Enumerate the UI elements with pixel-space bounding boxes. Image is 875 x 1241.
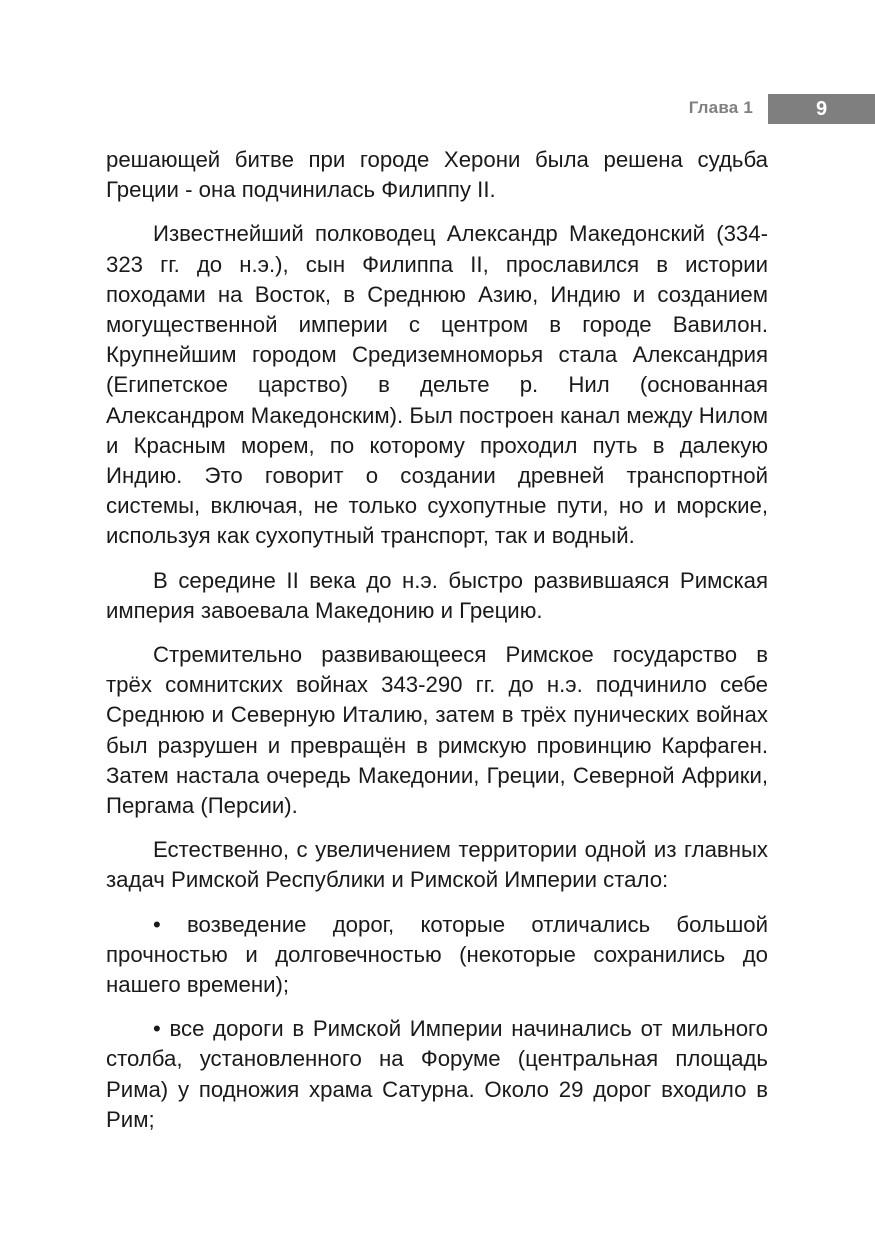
page-number: 9 (768, 94, 875, 124)
paragraph-continuation: решающей битве при городе Херони была решена судьба Греции - она подчинилась Филиппу II. (106, 147, 768, 203)
chapter-label: Глава 1 (688, 98, 753, 117)
paragraph-roman-state: Стремительно развивающееся Римское государство в трёх сомнитских войнах 343-290 гг. до н.э. подчинило себе Среднюю и Северную Италию, затем в трёх пунических войнах был разрушен и превращён в римскую провинцию Карфаген. Затем настала очередь Македонии, Греции, Северной Африки, Пергама (Персии). (106, 642, 768, 819)
bullet-roads-construction: • возведение дорог, которые отличались большой прочностью и долговечностью (некоторые сохранились до нашего времени); (106, 911, 768, 998)
paragraph-alexander: Известнейший полководец Александр Македонский (334-323 гг. до н.э.), сын Филиппа II, прославился в истории походами на Восток, в Среднюю Азию, Индию и созданием могущественной империи с центром в городе Вавилон. Крупнейшим городом Средиземноморья стала Александрия (Египетское царство) в дельте р. Нил (основанная Александром Македонским). Был построен канал между Нилом и Красным морем, по которому проходил путь в далекую Индию. Это говорит о создании древней транспортной системы, включая, не только сухопутные пути, но и морские, используя как сухопутный транспорт, так и водный. (106, 221, 768, 549)
bullet-milestone: • все дороги в Римской Империи начинались от мильного столба, установленного на Форуме (центральная площадь Рима) у подножия храма Сатурна. Около 29 дорог входило в Рим; (106, 1016, 768, 1132)
paragraph-roman-conquest: В середине II века до н.э. быстро развившаяся Римская империя завоевала Македонию и Грецию. (106, 567, 768, 623)
paragraph-roman-tasks: Естественно, с увеличением территории одной из главных задач Римской Республики и Римской Империи стало: (106, 837, 768, 893)
page-body (106, 145, 768, 1149)
page-header (0, 94, 875, 124)
